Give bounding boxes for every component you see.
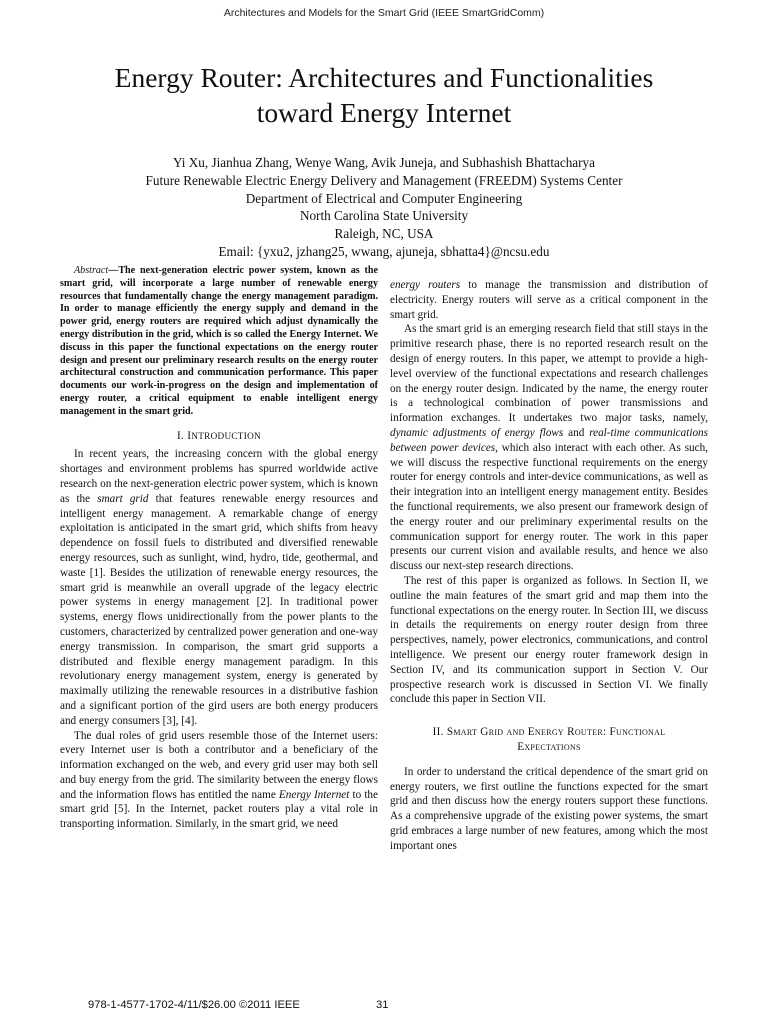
- intro-p1-text-a: In recent years, the increasing concern with the global energy shortages and environment problems has spurred worldwide active research on the next-generation electric power system, which is known as the: [60, 448, 378, 505]
- affiliation-university: North Carolina State University: [299, 208, 469, 224]
- intro-p1-text-b: that features renewable energy resources and intelligent energy management. A remarkable change of energy exploitation is anticipated in the smart grid, which shifts from heavy dependence on fossil fuels to distributed and diversified renewable energy resources, such as sunlight, wind, hydro, tide, geothermal, and waste [1]. Besides the utilization of renewable energy resources, the smart grid is meanwhile an overall upgrade of the legacy electric power systems in energy management [2]. In traditional power systems, energy flows unidirectionally from the power plants to the customers, characterized by centralized power generation and one-way energy transmission. In comparison, the smart grid supports a distributed and flexible energy management paradigm. In this revolutionary energy management system, energy is generated by maximally utilizing the renewable resources in a distributive fashion and a significant portion of the gird users are both energy producers and energy consumers [3], [4].: [60, 492, 378, 727]
- affiliation-location: Raleigh, NC, USA: [334, 226, 434, 242]
- right-p2-emphasis-2: real-time communications between power devices: [390, 426, 708, 454]
- right-p2-text-a: As the smart grid is an emerging research field that still stays in the primitive research phase, there is no reported research result on the design of energy routers. In this paper, we attempt to provide a high-level overview of the functional expectations and research challenges on the energy router design. Indicated by the name, the energy router is a technological combination of power transmissions and information exchanges. It undertakes two major tasks, namely,: [390, 323, 708, 425]
- intro-p2-emphasis: Energy Internet: [278, 788, 350, 801]
- right-p1-emphasis: energy routers: [390, 279, 461, 291]
- section-2-title-line-2: Expectations: [517, 740, 581, 753]
- section-heading-introduction: [60, 429, 378, 444]
- intro-p1-emphasis: smart grid: [97, 492, 149, 505]
- section-1-number: I.: [177, 429, 185, 442]
- right-paragraph-3: The rest of this paper is organized as follows. In Section II, we outline the main features of the smart grid and map them into the functional expectations on the energy router. In Section III, we discuss in details the requirements on energy router design from three perspectives, namely, power electronics, communications, and control intelligence. We present our energy router framework design in Section IV, and its communication support in Section V. Our prospective research work is discussed in Section VI. We finally conclude this paper in Section VII.: [390, 574, 708, 706]
- intro-p2-text-b: to the smart grid [5]. In the Internet, packet routers play a vital role in transporting information. Similarly, in the smart grid, we need: [60, 788, 378, 831]
- section-2-title-line-1: Smart Grid and Energy Router: Functional: [446, 726, 666, 739]
- author-names: Yi Xu, Jianhua Zhang, Wenye Wang, Avik Juneja, and Subhashish Bhattacharya: [173, 155, 595, 170]
- abstract-text: The next-generation electric power system, known as the smart grid, will incorporate a large number of renewable energy resources that fundamentally change the energy management paradigm. In order to manage efficiently the energy supply and demand in the power grid, energy routers are required which adjust dynamically the energy distribution in the grid, which is so called the Energy Internet. We discuss in this paper the functional expectations on the energy router design and present our preliminary research results on the energy router architectural construction and communication performance. This paper documents our work-in-progress on the design and implementation of energy router, a critical equipment to enable intelligent energy management in the smart grid.: [60, 265, 378, 417]
- title-line-1: Energy Router: Architectures and Functionalities: [114, 62, 654, 93]
- right-p2-text-b: , which also interact with each other. As such, we will discuss the respective functional requirements on the energy router for energy controls and inter-device communications, as well as their integration into an intelligent energy management entity. Besides the functional requirements, we also present our framework design of the energy router and our preliminary experimental results on the communication support for energy router. The work in this paper presents our current vision and available results, and hence we also discuss our next-step research directions.: [390, 441, 708, 573]
- intro-p2-text-a: The dual roles of grid users resemble those of the Internet users: every Internet user is both a contributor and a beneficiary of the information exchanged on the web, and every grid user may both sell and buy energy from the grid. The similarity between the energy flows and the information flows has entitled the name: [60, 729, 378, 801]
- right-p2-emphasis-1: dynamic adjustments of energy flows: [390, 426, 564, 439]
- paper-title: [40, 60, 728, 130]
- author-emails: Email: {yxu2, jzhang25, wwang, ajuneja, sbhatta4}@ncsu.edu: [218, 243, 550, 259]
- author-block: [40, 154, 728, 261]
- abstract: [60, 265, 378, 419]
- section-2-paragraph-1: In order to understand the critical dependence of the smart grid on energy routers, we first outline the functions expected for the smart grid and then discuss how the energy routers support these functions. As a comprehensive upgrade of the existing power systems, the smart grid embraces a large number of new features, among which the most important ones: [390, 765, 708, 852]
- left-column: [60, 265, 378, 832]
- right-paragraph-2: [390, 322, 708, 574]
- section-2-number: II.: [432, 726, 444, 739]
- affiliation-center: Future Renewable Electric Energy Delivery and Management (FREEDM) Systems Center: [145, 172, 623, 188]
- footer-page-number: 31: [376, 999, 389, 1011]
- conference-header: Architectures and Models for the Smart Grid (IEEE SmartGridComm): [223, 7, 545, 19]
- section-2-line-1: [390, 725, 708, 740]
- section-heading-smart-grid: [390, 725, 708, 755]
- abstract-dash: —: [108, 265, 119, 276]
- section-1-title-first: I: [187, 429, 192, 442]
- abstract-label: Abstract: [74, 265, 109, 276]
- right-column: [390, 278, 708, 853]
- right-paragraph-1: [390, 278, 708, 322]
- section-1-title-rest: NTRODUCTION: [191, 430, 261, 441]
- right-p1-text: to manage the transmission and distribution of electricity. Energy routers will serve as a critical component in the smart grid.: [390, 279, 708, 321]
- intro-paragraph-1: [60, 447, 378, 728]
- footer-isbn: 978-1-4577-1702-4/11/$26.00 ©2011 IEEE: [88, 999, 300, 1011]
- affiliation-department: Department of Electrical and Computer Engineering: [245, 190, 523, 206]
- title-line-2: toward Energy Internet: [256, 97, 512, 128]
- right-p2-and: and: [563, 426, 590, 439]
- intro-paragraph-2: [60, 729, 378, 833]
